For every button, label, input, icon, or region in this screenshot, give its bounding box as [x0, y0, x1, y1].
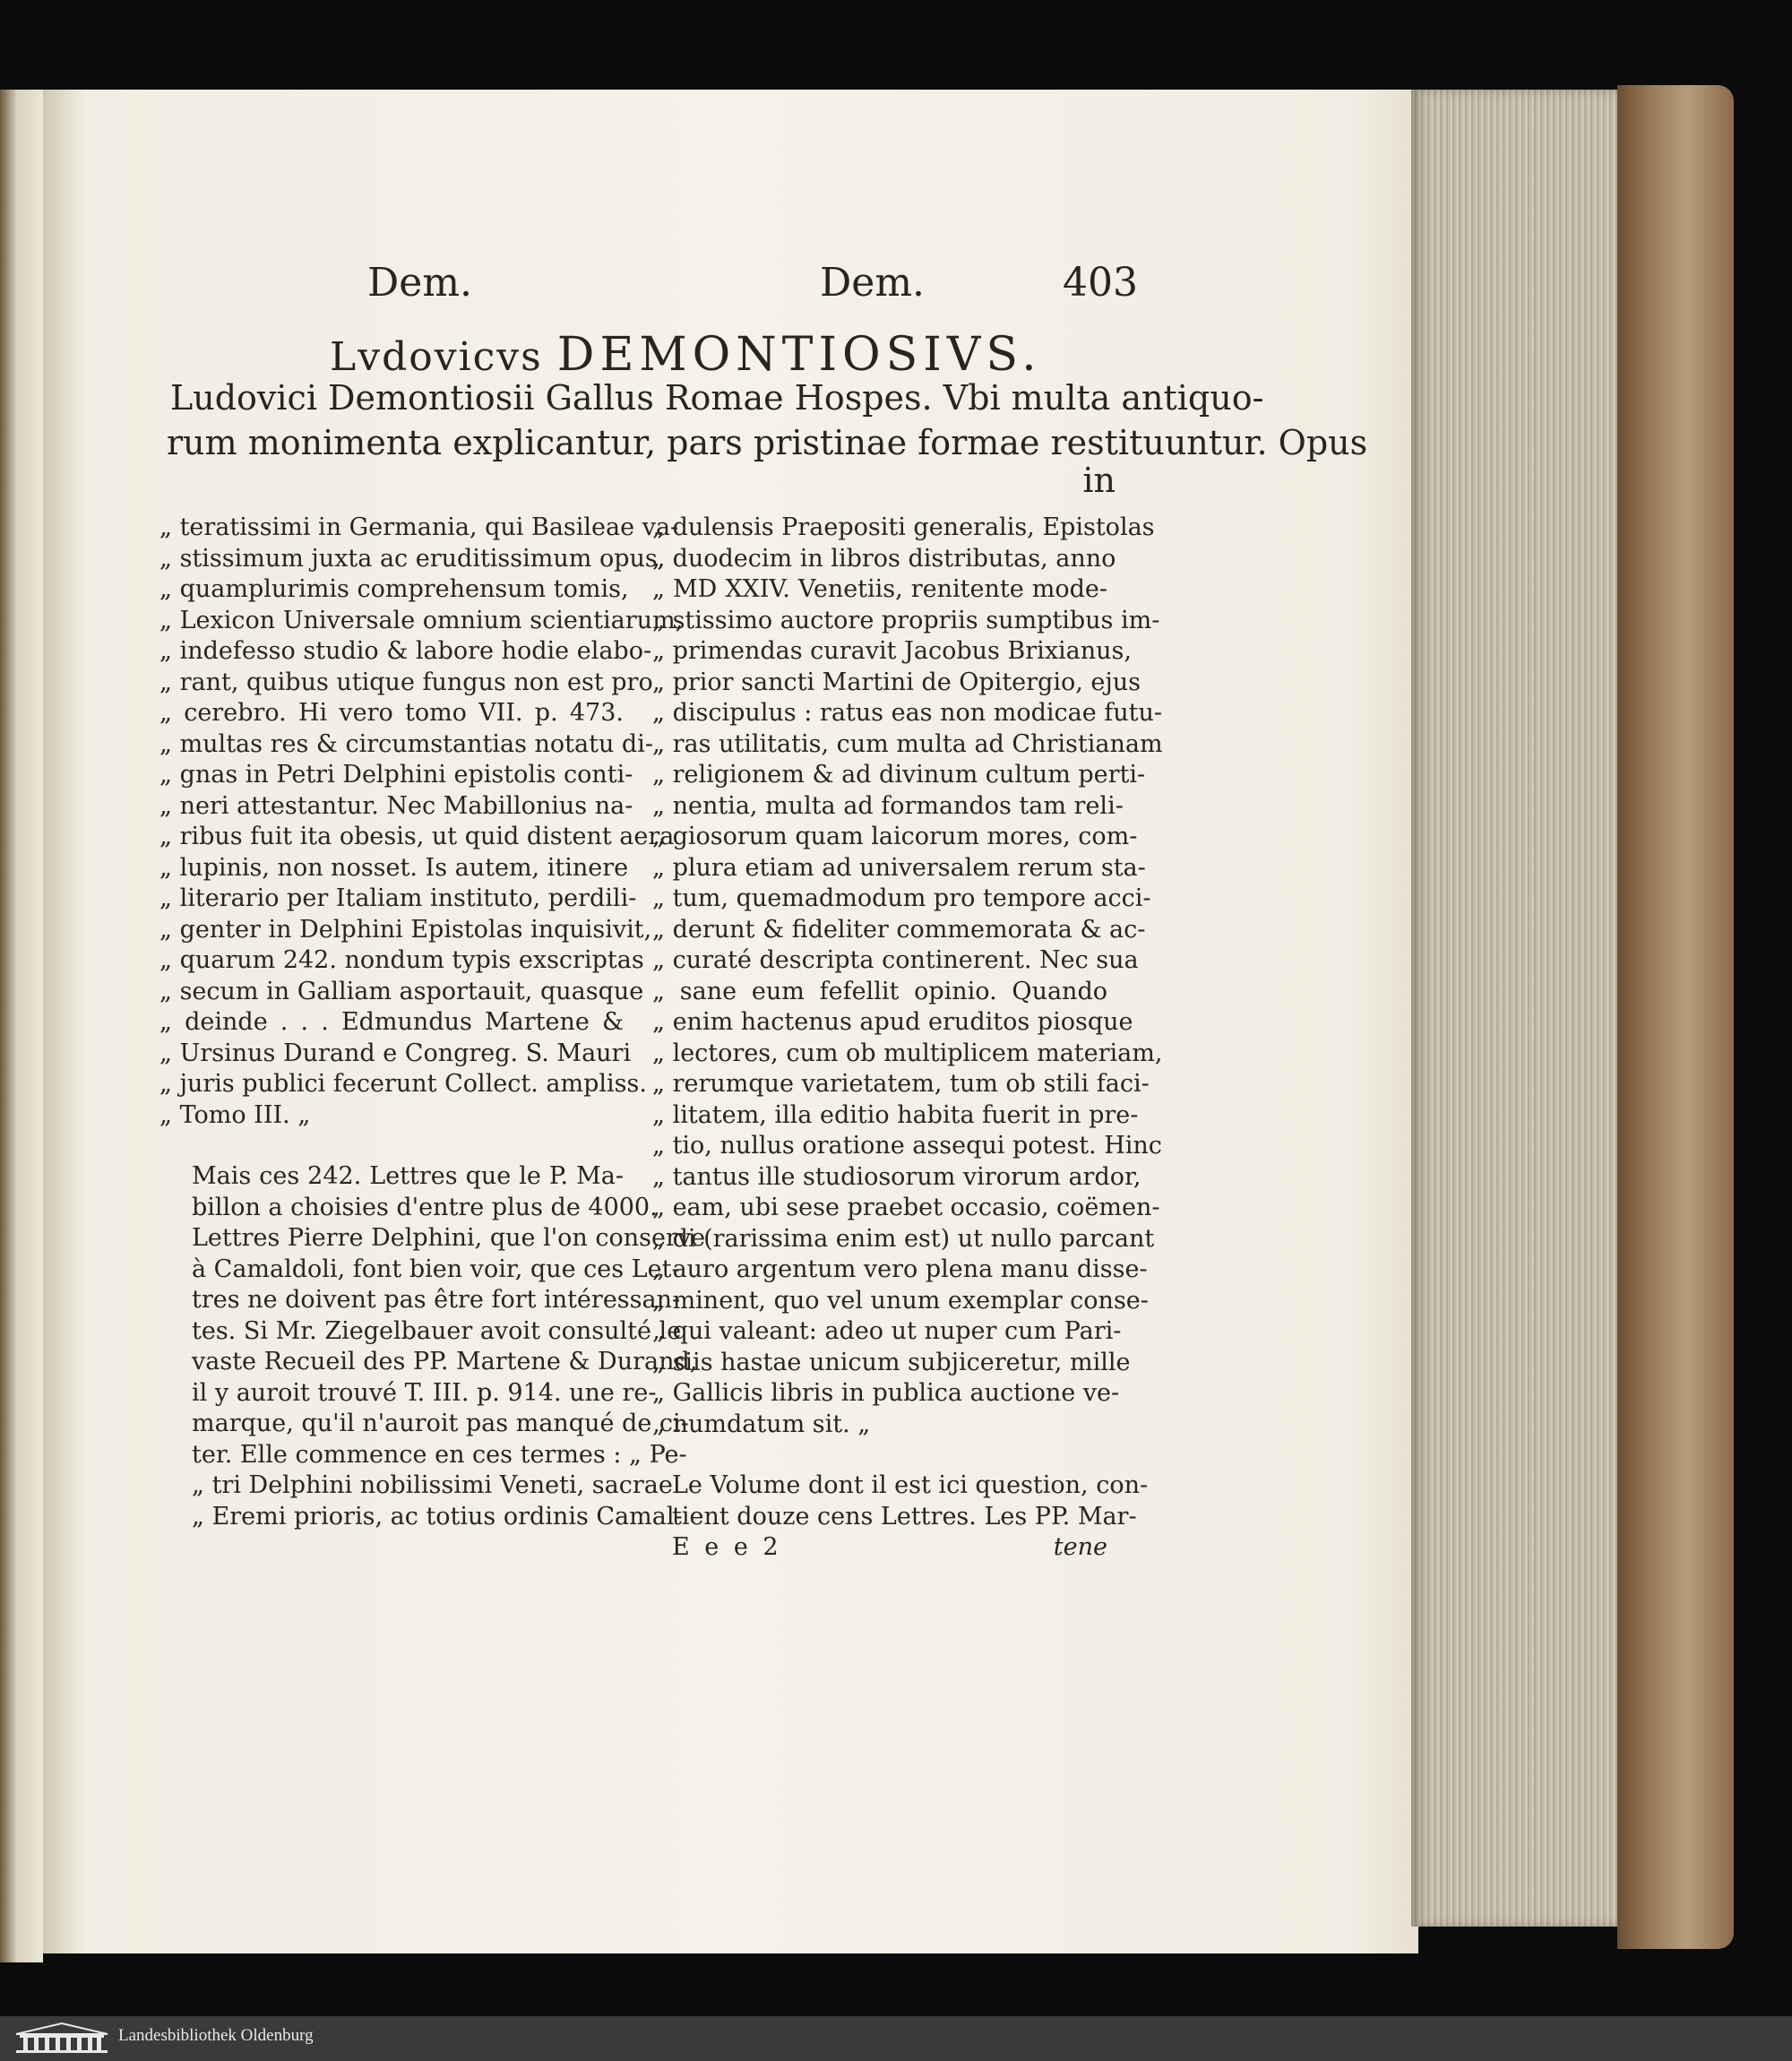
intro-line-2: rum monimenta explicantur, pars pristinae formae restituuntur. Opus	[167, 423, 1368, 462]
text-line: „ dulensis Praepositi generalis, Epistolas	[652, 513, 1155, 541]
text-line: „ Tomo III. „	[159, 1100, 311, 1129]
text-line: „ lectores, cum ob multiplicem materiam,	[652, 1039, 1163, 1067]
text-line: „ stissimum juxta ac eruditissimum opus,	[159, 544, 666, 573]
text-line: „ ras utilitatis, cum multa ad Christianam	[652, 729, 1163, 758]
left-quote-block	[159, 513, 684, 1131]
text-line: „ sane eum fefellit opinio. Quando	[652, 977, 1107, 1005]
catchword: tene	[1053, 1533, 1107, 1561]
text-line: billon a choisies d'entre plus de 4000.	[192, 1193, 658, 1221]
text-line: „ stissimo auctore propriis sumptibus im-	[652, 606, 1160, 634]
text-line: „ prior sancti Martini de Opitergio, ejus	[652, 668, 1141, 696]
text-line: „ cerebro. Hi vero tomo VII. p. 473.	[159, 699, 624, 727]
text-line: „ ribus fuit ita obesis, ut quid distent aera	[159, 823, 675, 850]
intro-line-1: Ludovici Demontiosii Gallus Romae Hospes. Vbi multa antiquo-	[170, 378, 1264, 418]
text-line: „ genter in Delphini Epistolas inquisivit,	[159, 915, 652, 944]
text-line: „ neri attestantur. Nec Mabillonius na-	[159, 791, 633, 820]
left-french-block	[159, 1161, 706, 1532]
text-line: „ quarum 242. nondum typis exscriptas	[159, 946, 644, 974]
title-author-forename: Lvdovicvs	[330, 334, 543, 380]
page-number: 403	[1063, 260, 1138, 306]
text-line: ter. Elle commence en ces termes : „ Pe-	[192, 1440, 687, 1469]
right-french-block	[652, 1470, 1149, 1532]
right-quote-block	[652, 513, 1163, 1440]
text-line: „ MD XXIV. Venetiis, renitente mode-	[652, 575, 1107, 603]
text-line: „ litatem, illa editio habita fuerit in pre-	[652, 1100, 1139, 1129]
text-line: „ juris publici fecerunt Collect. ampliss.	[159, 1070, 647, 1098]
book-cover-edge	[1617, 85, 1734, 1949]
text-line: „ derunt & fideliter commemorata & ac-	[652, 915, 1146, 944]
text-line: „ Ursinus Durand e Congreg. S. Mauri	[159, 1039, 632, 1067]
signature-mark: E e e 2	[672, 1533, 782, 1561]
text-line: „ qui valeant: adeo ut nuper cum Pari-	[652, 1317, 1122, 1345]
text-line: „ eam, ubi sese praebet occasio, coëmen-	[652, 1194, 1160, 1221]
text-line: „ indefesso studio & labore hodie elabo-	[159, 637, 652, 665]
text-line: „ curaté descripta continerent. Nec sua	[652, 946, 1139, 974]
text-line: „ tantus ille studiosorum virorum ardor,	[652, 1162, 1142, 1191]
text-line: „ Eremi prioris, ac totius ordinis Camal-	[192, 1502, 683, 1531]
text-line: „ tri Delphini nobilissimi Veneti, sacrae	[192, 1471, 673, 1499]
text-line: „ rerumque varietatem, tum ob stili faci-	[652, 1070, 1150, 1098]
text-line: „ rant, quibus utique fungus non est pro	[159, 668, 653, 696]
text-line: „ nentia, multa ad formandos tam reli-	[652, 791, 1124, 820]
text-line: Mais ces 242. Lettres que le P. Ma-	[192, 1162, 624, 1190]
text-line: „ siis hastae unicum subjiceretur, mille	[652, 1348, 1131, 1376]
entry-title	[330, 328, 1042, 382]
text-line: „ minent, quo vel unum exemplar conse-	[652, 1286, 1149, 1315]
text-line: „ giosorum quam laicorum mores, com-	[652, 823, 1138, 850]
text-line: „ plura etiam ad universalem rerum sta-	[652, 853, 1146, 882]
text-line: „ auro argentum vero plena manu disse-	[652, 1255, 1148, 1283]
text-line: „ Lexicon Universale omnium scientiarum,	[159, 606, 684, 634]
text-line: „ teratissimi in Germania, qui Basileae va-	[159, 513, 679, 541]
text-line: „ di (rarissima enim est) ut nullo parcant	[652, 1224, 1155, 1253]
text-line: il y auroit trouvé T. III. p. 914. une re-	[192, 1378, 657, 1407]
text-line: „ tio, nullus oratione assequi potest. Hinc	[652, 1132, 1162, 1160]
running-head-left: Dem.	[367, 260, 473, 306]
page-block-edge	[1411, 90, 1622, 1927]
text-line: „ tum, quemadmodum pro tempore acci-	[652, 884, 1151, 912]
text-line: „ discipulus : ratus eas non modicae futu-	[652, 699, 1163, 727]
text-line: tes. Si Mr. Ziegelbauer avoit consulté le	[192, 1316, 682, 1345]
text-line: „ gnas in Petri Delphini epistolis conti-	[159, 761, 633, 789]
text-line: „ primendas curavit Jacobus Brixianus,	[652, 637, 1132, 665]
text-line: „ multas res & circumstantias notatu di-	[159, 729, 653, 758]
text-line: tres ne doivent pas être fort intéressan-	[192, 1286, 681, 1314]
text-line: „ quamplurimis comprehensum tomis,	[159, 575, 629, 603]
left-page-edge	[0, 90, 43, 1962]
text-line: „ numdatum sit. „	[652, 1410, 871, 1438]
text-line: „ duodecim in libros distributas, anno	[652, 544, 1116, 573]
running-head-center: Dem.	[820, 260, 926, 306]
text-line: à Camaldoli, font bien voir, que ces Let-	[192, 1255, 680, 1283]
text-line: „ Gallicis libris in publica auctione ve-	[652, 1379, 1120, 1407]
text-line: vaste Recueil des PP. Martene & Durand,	[192, 1348, 698, 1375]
footer-library-name: Landesbibliothek Oldenburg	[118, 2026, 314, 2045]
text-line: marque, qu'il n'auroit pas manqué de ci-	[192, 1410, 689, 1437]
text-line: Lettres Pierre Delphini, que l'on conserve	[192, 1224, 706, 1252]
library-building-icon	[13, 2022, 111, 2054]
text-line: „ deinde . . . Edmundus Martene &	[159, 1008, 624, 1036]
text-line: „ literario per Italiam instituto, perdili-	[159, 884, 637, 912]
text-line: „ enim hactenus apud eruditos piosque	[652, 1008, 1133, 1036]
text-line: „ lupinis, non nosset. Is autem, itinere	[159, 853, 629, 882]
text-line: Le Volume dont il est ici question, con-	[672, 1471, 1149, 1499]
right-column	[652, 513, 1163, 1563]
intro-line-3: in	[1082, 461, 1116, 500]
text-line: tient douze cens Lettres. Les PP. Mar-	[672, 1502, 1137, 1531]
text-line: „ secum in Galliam asportauit, quasque	[159, 977, 644, 1005]
left-column	[159, 513, 706, 1532]
text-line: „ religionem & ad divinum cultum perti-	[652, 761, 1146, 789]
title-author-surname: DEMONTIOSIVS.	[556, 328, 1042, 382]
